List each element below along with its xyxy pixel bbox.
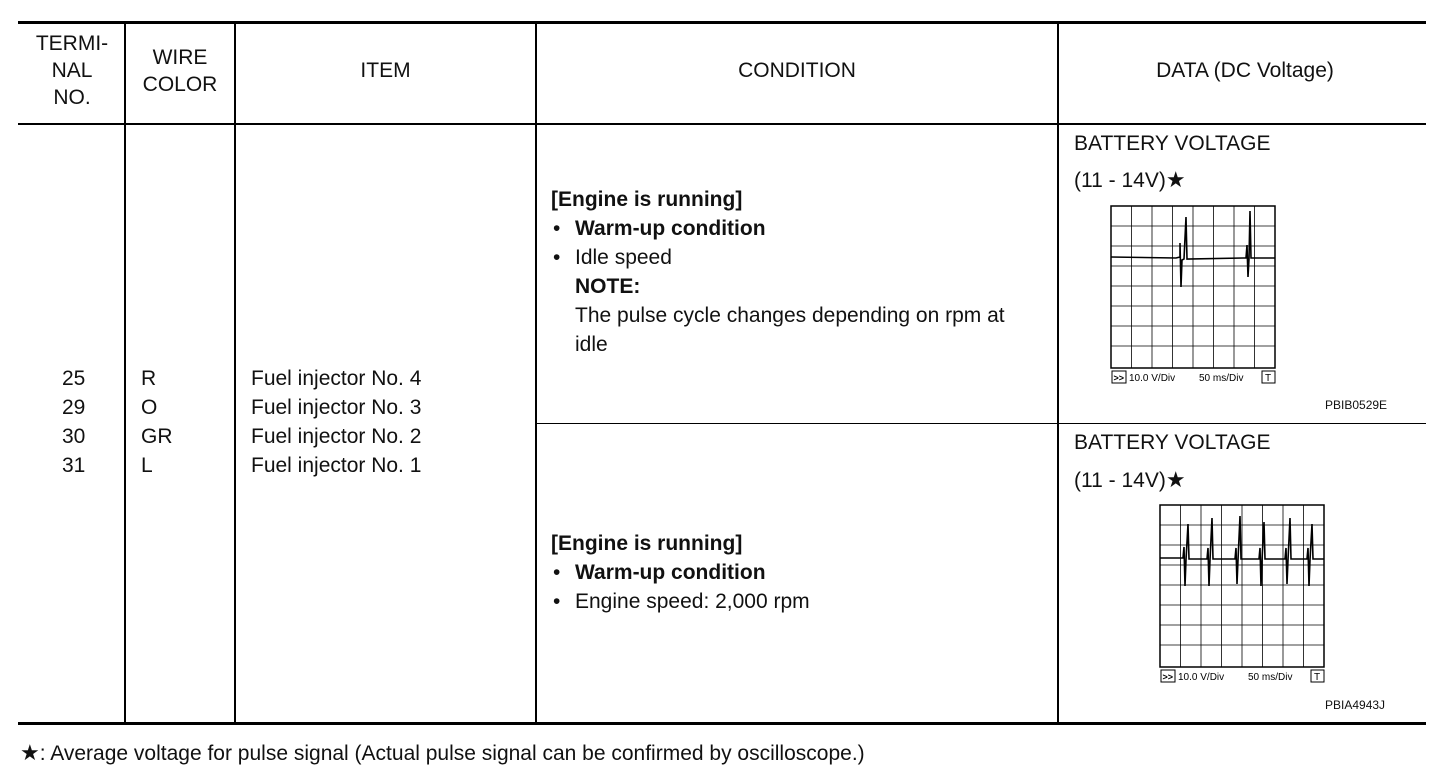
oscilloscope-idle-waveform: [1110, 205, 1278, 385]
bullet-dot: •: [553, 246, 561, 269]
scope-time-div: 50 ms/Div: [1248, 672, 1293, 683]
header-condition: CONDITION: [738, 59, 856, 82]
bullet-dot: •: [553, 590, 561, 613]
bullet-dot: •: [553, 217, 561, 240]
condition-bullet: Idle speed: [575, 246, 672, 269]
wire-color: GR: [141, 425, 173, 448]
star-icon: ★: [1165, 467, 1186, 492]
battery-voltage-label: BATTERY VOLTAGE: [1074, 132, 1271, 155]
header-item: ITEM: [360, 59, 411, 82]
figure-code: PBIB0529E: [1325, 398, 1388, 412]
condition-bullet: Warm-up condition: [575, 561, 766, 584]
bullet-dot: •: [553, 561, 561, 584]
footnote: ★: Average voltage for pulse signal (Actual pulse signal can be confirmed by oscilloscope.): [20, 740, 865, 765]
scope-volt-div: 10.0 V/Div: [1129, 373, 1176, 384]
scope-marker: >>: [1113, 373, 1125, 383]
wire-color: R: [141, 367, 157, 390]
battery-voltage-label: BATTERY VOLTAGE: [1074, 431, 1271, 454]
figure-code: PBIA4943J: [1325, 698, 1386, 712]
header-wire-color: WIRE COLOR: [142, 46, 218, 96]
terminal-no: 30: [62, 425, 86, 448]
table-bottom-rule: [18, 722, 1426, 725]
terminal-no: 29: [62, 396, 86, 419]
terminal-no: 31: [62, 454, 86, 477]
terminal-list: [62, 364, 85, 480]
header-bottom-rule: [18, 123, 1426, 125]
scope-volt-div: 10.0 V/Div: [1178, 672, 1225, 683]
table-top-rule: [18, 21, 1426, 24]
header-terminal-no: TERMI- NAL NO.: [35, 32, 109, 109]
note-text: idle: [575, 333, 608, 356]
scope-time-div: 50 ms/Div: [1199, 373, 1244, 384]
wire-color-list: [141, 364, 173, 480]
row-divider: [536, 423, 1426, 424]
item-list: [251, 364, 421, 480]
col-divider-2: [234, 22, 236, 724]
star-icon: ★: [20, 740, 40, 765]
voltage-range: (11 - 14V)★: [1074, 167, 1186, 192]
condition-title: [Engine is running]: [551, 188, 743, 211]
scope-trigger: T: [1265, 373, 1272, 384]
header-data: DATA (DC Voltage): [1156, 59, 1334, 82]
col-divider-1: [124, 22, 126, 724]
condition-bullet: Warm-up condition: [575, 217, 766, 240]
col-divider-3: [535, 22, 537, 724]
scope-marker: >>: [1162, 672, 1174, 682]
condition-title: [Engine is running]: [551, 532, 743, 555]
voltage-range: (11 - 14V)★: [1074, 467, 1186, 492]
terminal-no: 25: [62, 367, 86, 390]
star-icon: ★: [1165, 167, 1186, 192]
wire-color: L: [141, 454, 153, 477]
item-name: Fuel injector No. 1: [251, 454, 422, 477]
note-title: NOTE:: [575, 275, 641, 298]
item-name: Fuel injector No. 3: [251, 396, 422, 419]
oscilloscope-2000rpm-waveform: [1159, 504, 1327, 684]
item-name: Fuel injector No. 4: [251, 367, 422, 390]
note-text: The pulse cycle changes depending on rpm at: [575, 304, 1005, 327]
item-name: Fuel injector No. 2: [251, 425, 422, 448]
col-divider-4: [1057, 22, 1059, 724]
condition-bullet: Engine speed: 2,000 rpm: [575, 590, 810, 613]
scope-trigger: T: [1314, 672, 1321, 683]
wire-color: O: [141, 396, 158, 419]
